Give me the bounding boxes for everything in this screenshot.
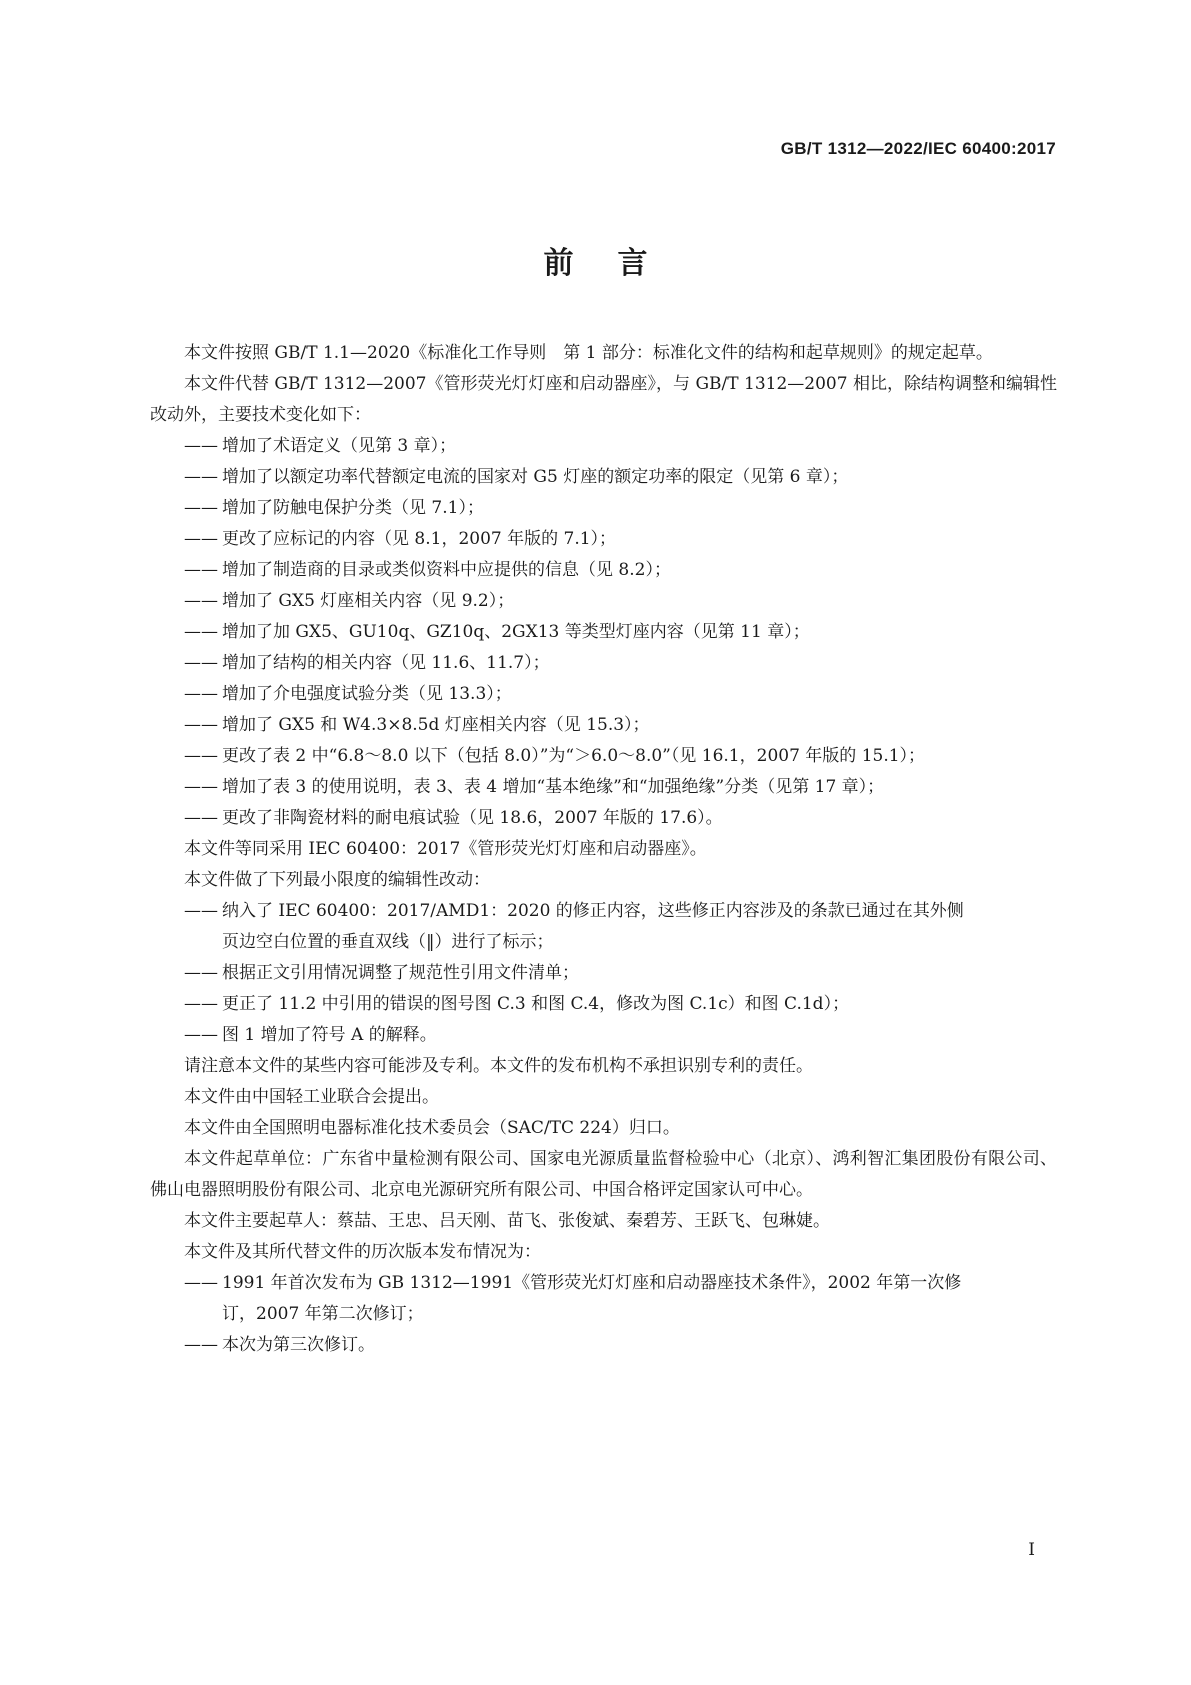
list-item: —— 更改了应标记的内容（见 8.1，2007 年版的 7.1）； xyxy=(150,524,1057,555)
list-item: —— 图 1 增加了符号 A 的解释。 xyxy=(150,1020,1057,1051)
list-item: —— 增加了术语定义（见第 3 章）； xyxy=(150,431,1057,462)
page-number: I xyxy=(1028,1540,1035,1560)
dash-marker: —— xyxy=(184,560,218,580)
list-item: —— 更正了 11.2 中引用的错误的图号图 C.3 和图 C.4，修改为图 C.1c）和图 C.1d）； xyxy=(150,989,1057,1020)
foreword-body xyxy=(150,338,1057,1361)
paragraph-drafting-units: 本文件起草单位：广东省中量检测有限公司、国家电光源质量监督检验中心（北京）、鸿利智汇集团股份有限公司、佛山电器照明股份有限公司、北京电光源研究所有限公司、中国合格评定国家认可中心。 xyxy=(150,1149,1057,1200)
list-item: —— 更改了表 2 中“6.8～8.0 以下（包括 8.0）”为“＞6.0～8.0”（见 16.1，2007 年版的 15.1）； xyxy=(150,741,1057,772)
paragraph-adoption: 本文件等同采用 IEC 60400：2017《管形荧光灯灯座和启动器座》。 xyxy=(184,839,707,859)
paragraph-drafters: 本文件主要起草人：蔡喆、王忠、吕天刚、苗飞、张俊斌、秦碧芳、王跃飞、包琳婕。 xyxy=(184,1211,830,1231)
paragraph-proposer: 本文件由中国轻工业联合会提出。 xyxy=(184,1087,439,1107)
history-list xyxy=(150,1268,1057,1361)
dash-marker: —— xyxy=(184,1335,218,1355)
dash-marker: —— xyxy=(184,529,218,549)
list-item: —— 增加了结构的相关内容（见 11.6、11.7）； xyxy=(150,648,1057,679)
list-item: —— 根据正文引用情况调整了规范性引用文件清单； xyxy=(150,958,1057,989)
paragraph-committee: 本文件由全国照明电器标准化技术委员会（SAC/TC 224）归口。 xyxy=(184,1118,680,1138)
dash-marker: —— xyxy=(184,622,218,642)
list-item: —— 本次为第三次修订。 xyxy=(150,1330,1057,1361)
dash-marker: —— xyxy=(184,1025,218,1045)
dash-marker: —— xyxy=(184,591,218,611)
paragraph-editorial-changes: 本文件做了下列最小限度的编辑性改动： xyxy=(184,870,490,890)
dash-marker: —— xyxy=(184,808,218,828)
dash-marker: —— xyxy=(184,901,218,921)
dash-marker: —— xyxy=(184,715,218,735)
dash-marker: —— xyxy=(184,777,218,797)
dash-marker: —— xyxy=(184,963,218,983)
list-item: —— 增加了防触电保护分类（见 7.1）； xyxy=(150,493,1057,524)
dash-marker: —— xyxy=(184,436,218,456)
dash-marker: —— xyxy=(184,1273,218,1293)
list-item: —— 更改了非陶瓷材料的耐电痕试验（见 18.6，2007 年版的 17.6）。 xyxy=(150,803,1057,834)
list-item: —— 纳入了 IEC 60400：2017/AMD1：2020 的修正内容，这些修正内容涉及的条款已通过在其外侧 页边空白位置的垂直双线（‖）进行了标示； xyxy=(150,896,1057,958)
list-item: —— 增加了介电强度试验分类（见 13.3）； xyxy=(150,679,1057,710)
list-item: —— 增加了 GX5 和 W4.3×8.5d 灯座相关内容（见 15.3）； xyxy=(150,710,1057,741)
dash-marker: —— xyxy=(184,467,218,487)
dash-marker: —— xyxy=(184,653,218,673)
page-title: 前言 xyxy=(543,246,692,281)
editorial-changes-list xyxy=(150,896,1057,1051)
dash-marker: —— xyxy=(184,746,218,766)
technical-changes-list xyxy=(150,431,1057,834)
list-item: —— 增加了以额定功率代替额定电流的国家对 G5 灯座的额定功率的限定（见第 6 章）； xyxy=(150,462,1057,493)
paragraph-patent-notice: 请注意本文件的某些内容可能涉及专利。本文件的发布机构不承担识别专利的责任。 xyxy=(184,1056,813,1076)
list-item: —— 增加了制造商的目录或类似资料中应提供的信息（见 8.2）； xyxy=(150,555,1057,586)
paragraph-history: 本文件及其所代替文件的历次版本发布情况为： xyxy=(184,1242,541,1262)
dash-marker: —— xyxy=(184,684,218,704)
list-item: —— 增加了表 3 的使用说明，表 3、表 4 增加“基本绝缘”和“加强绝缘”分类（见第 17 章）； xyxy=(150,772,1057,803)
dash-marker: —— xyxy=(184,994,218,1014)
list-item: —— 1991 年首次发布为 GB 1312—1991《管形荧光灯灯座和启动器座技术条件》，2002 年第一次修 订，2007 年第二次修订； xyxy=(150,1268,1057,1330)
standard-number: GB/T 1312—2022/IEC 60400:2017 xyxy=(780,139,1056,158)
dash-marker: —— xyxy=(184,498,218,518)
paragraph-drafting-rules: 本文件按照 GB/T 1.1—2020《标准化工作导则 第 1 部分：标准化文件的结构和起草规则》的规定起草。 xyxy=(184,343,993,363)
list-item: —— 增加了加 GX5、GU10q、GZ10q、2GX13 等类型灯座内容（见第 11 章）； xyxy=(150,617,1057,648)
paragraph-replaces: 本文件代替 GB/T 1312—2007《管形荧光灯灯座和启动器座》，与 GB/T 1312—2007 相比，除结构调整和编辑性改动外，主要技术变化如下： xyxy=(150,374,1057,425)
list-item: —— 增加了 GX5 灯座相关内容（见 9.2）； xyxy=(150,586,1057,617)
